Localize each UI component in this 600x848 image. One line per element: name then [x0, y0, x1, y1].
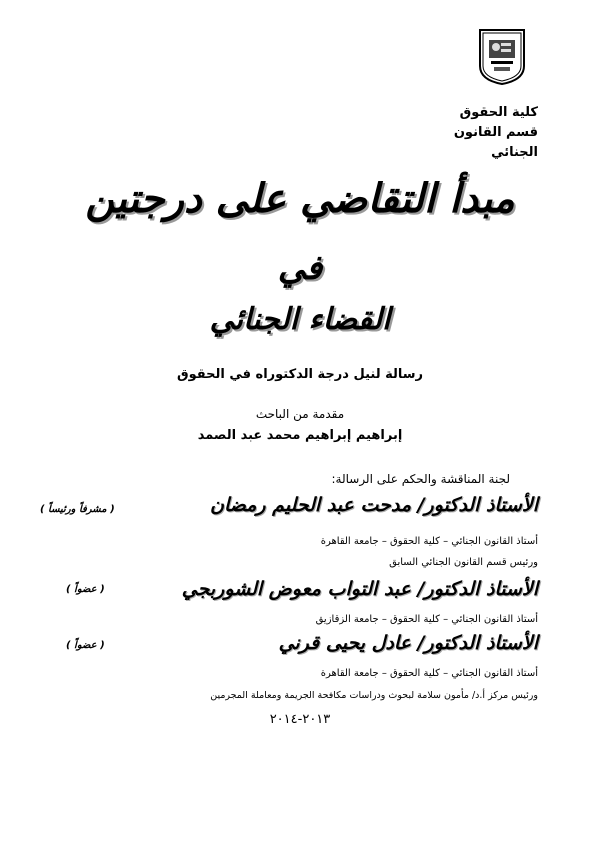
faculty-name: كلية الحقوق [459, 105, 538, 120]
title-connector: في [277, 248, 323, 288]
thesis-degree-line: رسالة لنيل درجة الدكتوراه في الحقوق [176, 367, 424, 382]
committee-member-name: الأستاذ الدكتور/ مدحت عبد الحليم رمضان [209, 494, 538, 516]
department-name-cont: الجنائي [491, 145, 538, 160]
committee-member-role: ( عضواً ) [66, 640, 105, 651]
committee-member-role: ( مشرفاً ورئيساً ) [40, 504, 115, 515]
thesis-title: مبدأ التقاضي على درجتين [85, 176, 515, 222]
committee-member-info: ورئيس مركز أ.د/ مأمون سلامة لبحوث ودراسات مكافحة الجريمة ومعاملة المجرمين [210, 690, 538, 701]
committee-member-info: أستاذ القانون الجنائي – كلية الحقوق – جامعة الزقازيق [315, 614, 538, 625]
thesis-subtitle: القضاء الجنائي [209, 302, 391, 337]
committee-member-name: الأستاذ الدكتور/ عادل يحيى قرني [278, 632, 538, 654]
committee-member-role: ( عضواً ) [66, 584, 105, 595]
committee-member-info: أستاذ القانون الجنائي – كلية الحقوق – جامعة القاهرة [320, 668, 538, 679]
university-logo [474, 26, 530, 86]
department-name: قسم القانون [453, 125, 538, 140]
presented-by-label: مقدمة من الباحث [255, 407, 345, 421]
committee-member-info: أستاذ القانون الجنائي – كلية الحقوق – جامعة القاهرة [320, 536, 538, 547]
academic-years: ٢٠١٣-٢٠١٤ [269, 712, 331, 727]
committee-label: لجنة المناقشة والحكم على الرسالة: [331, 472, 510, 486]
researcher-name: إبراهيم إبراهيم محمد عبد الصمد [197, 428, 403, 443]
committee-member-name: الأستاذ الدكتور/ عبد التواب معوض الشوربجي [181, 578, 538, 600]
committee-member-info: ورئيس قسم القانون الجنائي السابق [389, 557, 538, 568]
